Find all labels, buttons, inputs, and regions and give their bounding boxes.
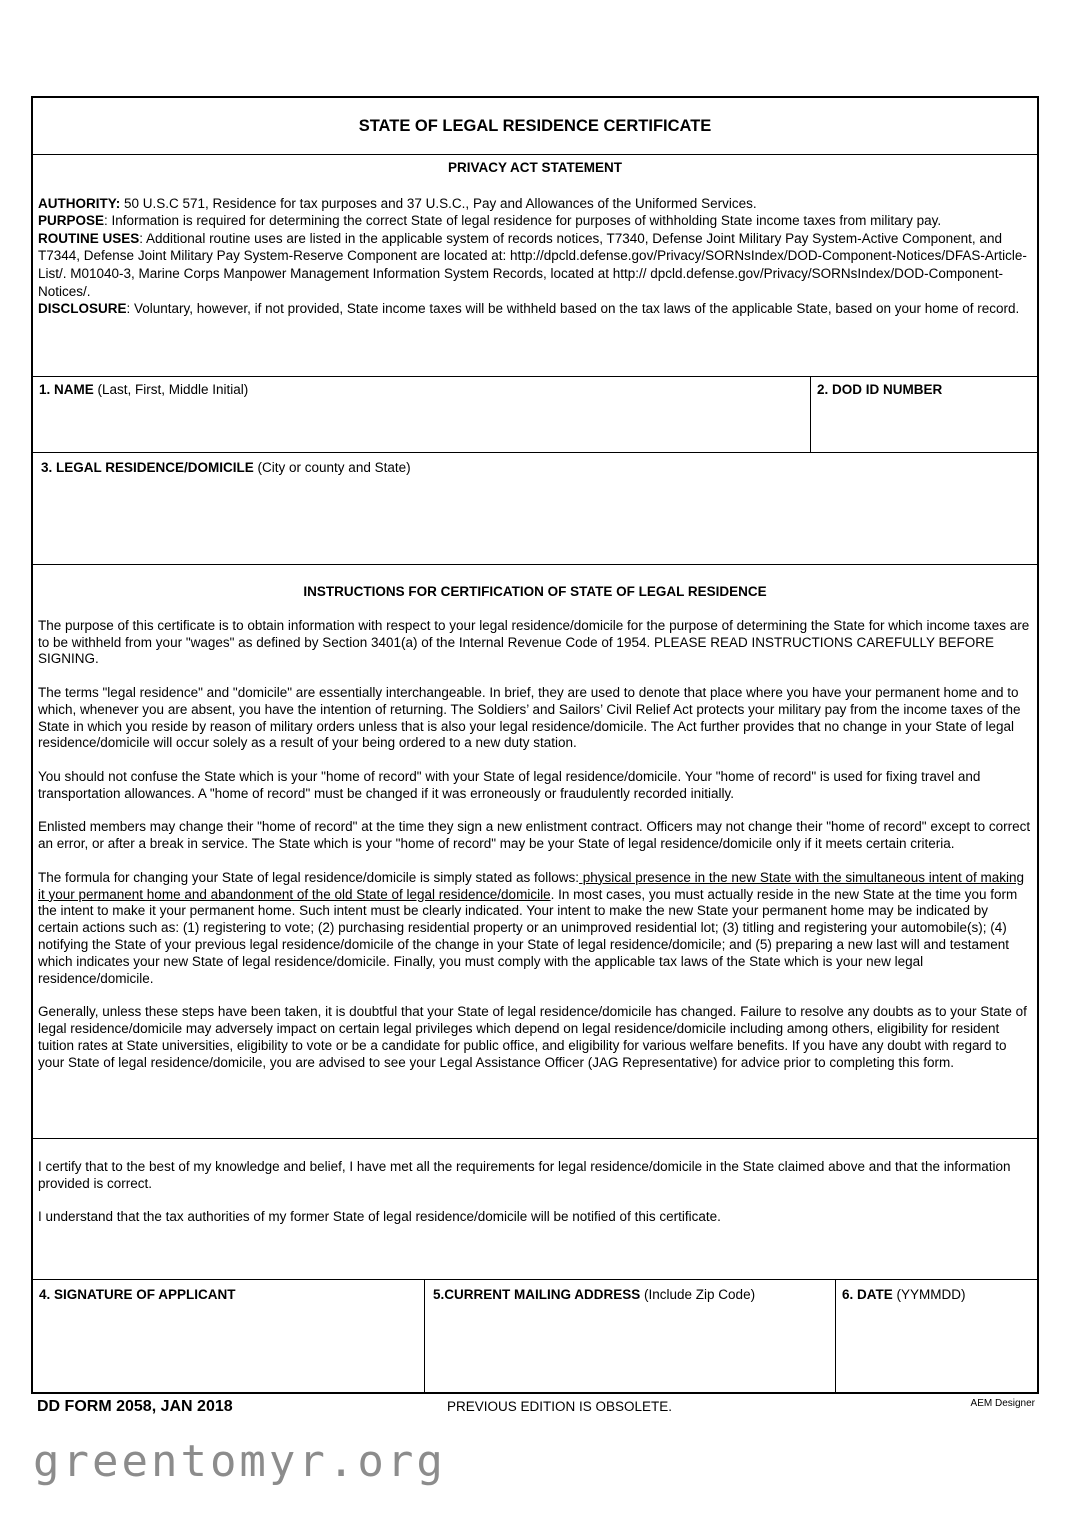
- purpose-text: : Information is required for determining the correct State of legal residence for purposes of withholding State income taxes from military pay.: [104, 213, 942, 229]
- mailing-address-label: 5.CURRENT MAILING ADDRESS: [433, 1287, 641, 1302]
- previous-edition-note: PREVIOUS EDITION IS OBSOLETE.: [447, 1399, 673, 1414]
- authority-label: AUTHORITY:: [38, 195, 121, 211]
- watermark: greentomyr.org: [33, 1436, 446, 1487]
- instructions-heading: INSTRUCTIONS FOR CERTIFICATION OF STATE OF LEGAL RESIDENCE: [303, 584, 767, 599]
- date-field[interactable]: [836, 1280, 1037, 1392]
- form-container: [31, 96, 1039, 1394]
- dod-id-field[interactable]: [811, 377, 1037, 452]
- formula-rest: . In most cases, you must actually reside in the new State at the time you form the intent to make it your permanent home. Such intent must be clearly indicated. Your intent to make the new State your permanent home may be indicated by certain actions such as: (1) registering to vote; (2) purchasing residential property or an unimproved residential lot; (3) titling and registering your automobile(s); (4) notifying the State of your previous legal residence/domicile of the change in your State of legal residence/domicile; and (5) preparing a new last will and testament which indicates your new State of legal residence/domicile. Finally, you must comply with the applicable tax laws of the State which is your new legal residence/domicile.: [38, 886, 1018, 986]
- routine-uses-paragraph: [38, 230, 1032, 300]
- signature-label: 4. SIGNATURE OF APPLICANT: [39, 1287, 236, 1302]
- date-label: 6. DATE: [842, 1287, 893, 1302]
- instructions-paragraph-3: You should not confuse the State which is your "home of record" with your State of legal residence/domicile. Your "home of record" is used for fixing travel and transportation allowances. A "home of record" must be changed if it was erroneously or fraudulently recorded initially.: [38, 768, 981, 801]
- dod-id-label: 2. DOD ID NUMBER: [817, 382, 943, 397]
- instructions-paragraph-6: Generally, unless these steps have been taken, it is doubtful that your State of legal residence/domicile has changed. Failure to resolve any doubts as to your State of legal residence/domicile may adversely impact on certain legal privileges which depend on legal residence/domicile including among others, eligibility for resident tuition rates at State universities, eligibility to vote or be a candidate for public office, and eligibility for various welfare benefits. If you have any doubt with regard to your State of legal residence/domicile, you are advised to see your Legal Assistance Officer (JAG Representative) for advice prior to completing this form.: [38, 1004, 1027, 1070]
- mailing-address-hint: (Include Zip Code): [640, 1287, 756, 1302]
- instructions-paragraph-5: [38, 870, 1032, 988]
- authority-text: 50 U.S.C 571, Residence for tax purposes and 37 U.S.C., Pay and Allowances of the Uniformed Services.: [120, 195, 757, 211]
- certification-statement-1: I certify that to the best of my knowledge and belief, I have met all the requirements for legal residence/domicile in the State claimed above and that the information provided is correct.: [38, 1159, 1011, 1191]
- legal-residence-hint: (City or county and State): [253, 460, 411, 475]
- routine-uses-label: ROUTINE USES: [38, 230, 140, 246]
- certification-section: [33, 1139, 1037, 1280]
- instructions-paragraph-1: The purpose of this certificate is to obtain information with respect to your legal residence/domicile for the purpose of determining the State for which income taxes are to be withheld from your "wages" as defined by Section 3401(a) of the Internal Revenue Code of 1954. PLEASE READ INSTRUCTIONS CAREFULLY BEFORE SIGNING.: [38, 617, 1030, 667]
- form-title-text: STATE OF LEGAL RESIDENCE CERTIFICATE: [358, 116, 712, 135]
- purpose-label: PURPOSE: [38, 213, 105, 229]
- name-field[interactable]: [33, 377, 811, 452]
- form-title: [33, 98, 1037, 155]
- name-hint: (Last, First, Middle Initial): [93, 382, 249, 397]
- privacy-heading: PRIVACY ACT STATEMENT: [447, 160, 622, 175]
- name-dod-row: [33, 377, 1037, 453]
- certification-statement-2: I understand that the tax authorities of my former State of legal residence/domicile will be notified of this certificate.: [38, 1209, 721, 1225]
- disclosure-paragraph: [38, 300, 1032, 318]
- authority-paragraph: [38, 195, 1032, 213]
- name-label: 1. NAME: [39, 382, 94, 397]
- formula-underlined: physical presence in the new State with the simultaneous intent of making it your permanent home and abandonment of the old State of legal residence/domicile: [38, 869, 1025, 902]
- date-hint: (YYMMDD): [892, 1287, 966, 1302]
- designer-note: AEM Designer: [970, 1398, 1035, 1409]
- mailing-address-field[interactable]: [425, 1280, 836, 1392]
- signature-field[interactable]: [33, 1280, 425, 1392]
- disclosure-label: DISCLOSURE: [38, 301, 127, 317]
- instructions-paragraph-4: Enlisted members may change their "home of record" at the time they sign a new enlistment contract. Officers may not change their "home of record" except to correct an error, or after a break in service. The State which is your "home of record" may be your State of legal residence/domicile only if it meets certain criteria.: [38, 819, 1031, 852]
- signature-row: [33, 1280, 1037, 1392]
- instructions-section: [33, 565, 1037, 1139]
- instructions-paragraph-2: The terms "legal residence" and "domicile" are essentially interchangeable. In brief, they are used to denote that place where you have your permanent home and to which, whenever you are absent, you have the intention of returning. The Soldiers’ and Sailors’ Civil Relief Act protects your military pay from the income taxes of the State in which you reside by reason of military orders unless that is also your legal residence/domicile. The Act further provides that no change in your State of legal residence/domicile will occur solely as a result of your being ordered to a new duty station.: [38, 684, 1021, 751]
- disclosure-text: : Voluntary, however, if not provided, State income taxes will be withheld based on the tax laws of the applicable State, based on your home of record.: [126, 301, 1020, 317]
- formula-intro: The formula for changing your State of legal residence/domicile is simply stated as follows:: [38, 869, 580, 885]
- purpose-paragraph: [38, 212, 1032, 230]
- legal-residence-field[interactable]: [33, 453, 1037, 565]
- routine-uses-text: : Additional routine uses are listed in the applicable system of records notices, T7340, Defense Joint Military Pay System-Active Component, and T7344, Defense Joint Military Pay System-Reserve Component are located at: http://dpcld.defense.gov/Privacy/SORNsIndex/DOD-Component-Notices/DFAS-Article-List/. M01040-3, Marine Corps Manpower Management Information System Records, located at http:// dpcld.defense.gov/Privacy/SORNsIndex/DOD-Component-Notices/.: [38, 230, 1027, 299]
- privacy-act-section: [33, 155, 1037, 377]
- legal-residence-label: 3. LEGAL RESIDENCE/DOMICILE: [41, 460, 254, 475]
- form-id: DD FORM 2058, JAN 2018: [37, 1398, 233, 1415]
